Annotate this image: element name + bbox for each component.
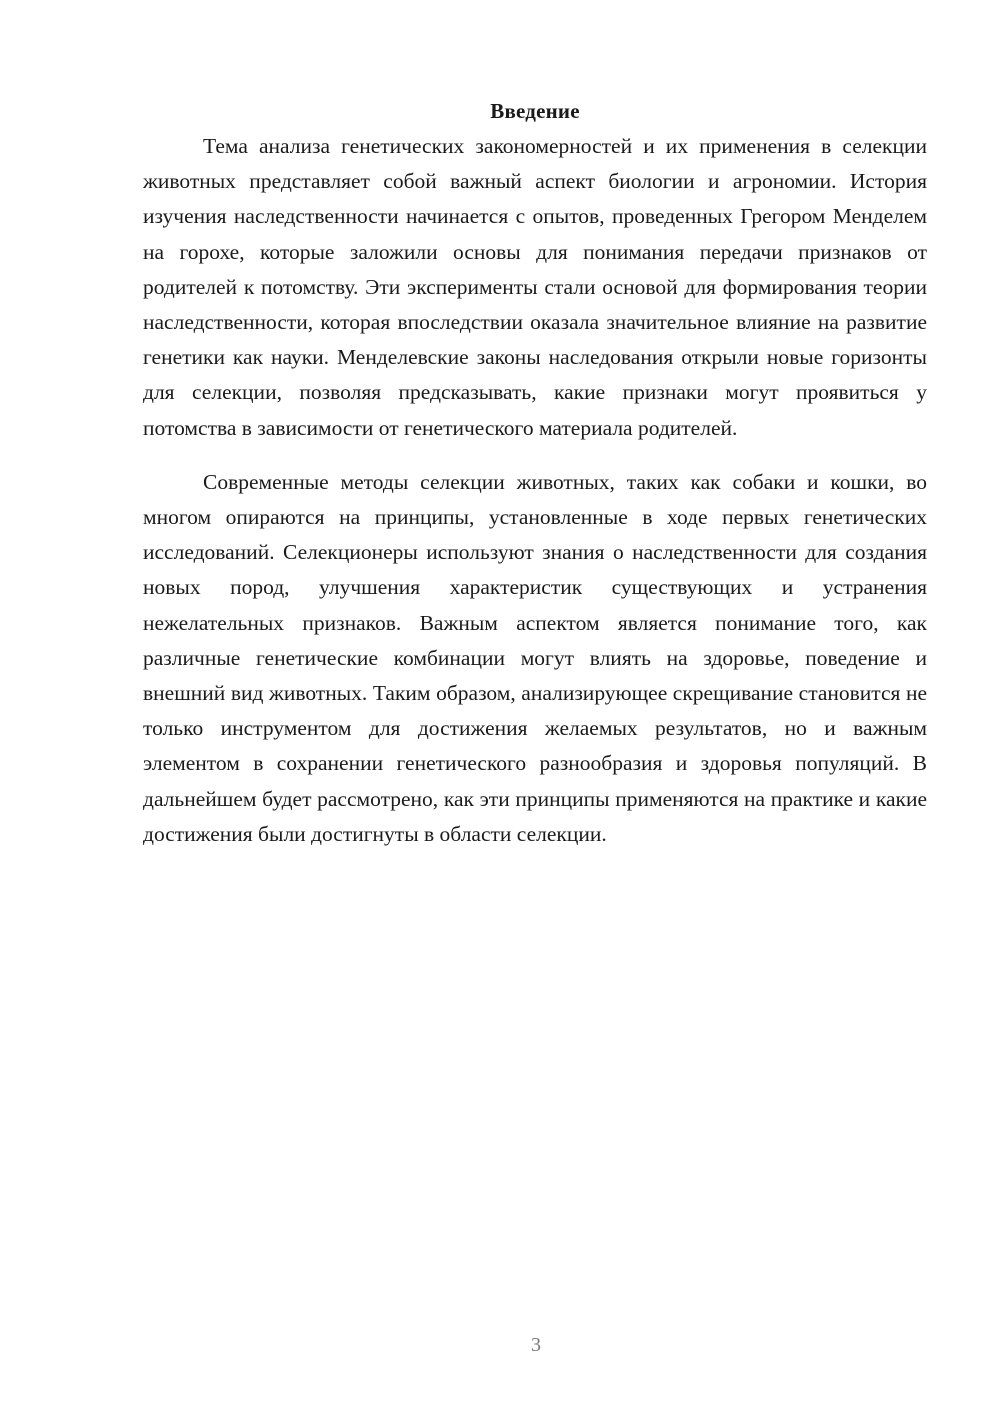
page-content — [143, 94, 927, 852]
section-title: Введение — [490, 99, 580, 123]
paragraph-1: Тема анализа генетических закономерностей и их применения в селекции животных представляет собой важный аспект биологии и агрономии. История изучения наследственности начинается с опытов, проведенных Грегором Менделем на горохе, которые заложили основы для понимания передачи признаков от родителей к потомству. Эти эксперименты стали основой для формирования теории наследственности, которая впоследствии оказала значительное влияние на развитие генетики как науки. Менделевские законы наследования открыли новые горизонты для селекции, позволяя предсказывать, какие признаки могут проявиться у потомства в зависимости от генетического материала родителей. — [143, 134, 927, 440]
paragraph-2: Современные методы селекции животных, таких как собаки и кошки, во многом опираются на принципы, установленные в ходе первых генетических исследований. Селекционеры используют знания о наследственности для создания новых пород, улучшения характеристик существующих и устранения нежелательных признаков. Важным аспектом является понимание того, как различные генетические комбинации могут влиять на здоровье, поведение и внешний вид животных. Таким образом, анализирующее скрещивание становится не только инструментом для достижения желаемых результатов, но и важным элементом в сохранении генетического разнообразия и здоровья популяций. В дальнейшем будет рассмотрено, как эти принципы применяются на практике и какие достижения были достигнуты в области селекции. — [143, 469, 927, 846]
page-number: 3 — [531, 1334, 541, 1356]
